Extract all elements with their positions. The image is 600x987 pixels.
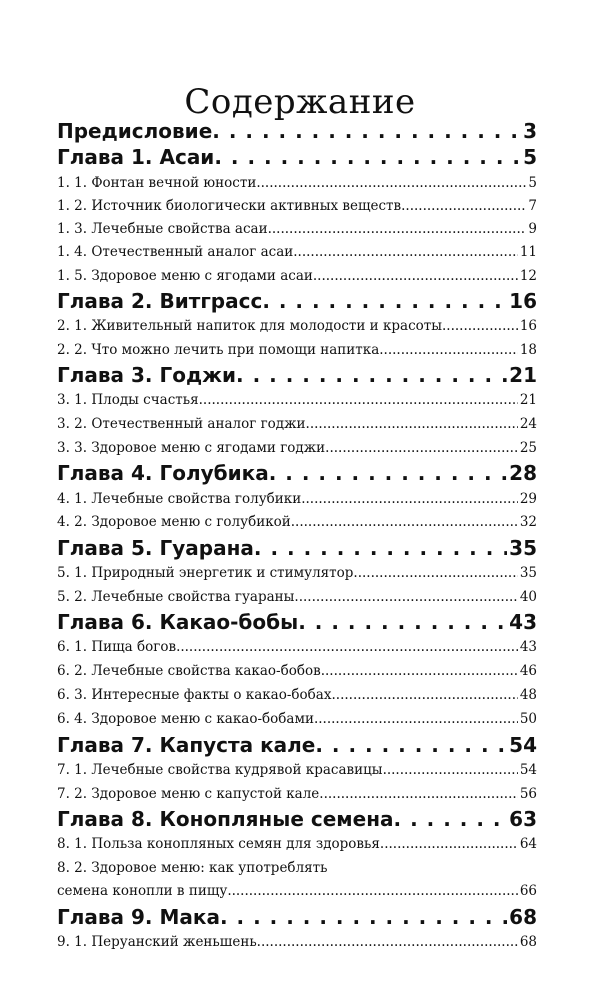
toc-chapter-2[interactable] [57, 288, 537, 314]
toc-section-8-2[interactable] [57, 880, 537, 902]
dot-leader [306, 413, 518, 435]
dot-leader [401, 195, 526, 217]
page-number: 50 [519, 711, 537, 727]
toc-section-5-2[interactable] [57, 586, 537, 608]
page-number: 66 [519, 883, 537, 899]
dot-leader [319, 783, 518, 805]
entry-label: Глава 8. Конопляные семена [57, 807, 394, 831]
entry-label: Глава 6. Какао-бобы [57, 610, 299, 634]
dot-leader [394, 806, 508, 832]
toc-section-1-2[interactable] [57, 195, 537, 217]
entry-label: Глава 2. Витграсс [57, 289, 263, 313]
entry-label: 8. 1. Польза конопляных семян для здоровья [57, 836, 380, 852]
entry-label: 6. 3. Интересные факты о какао-бобах [57, 687, 332, 703]
toc-section-1-3[interactable] [57, 218, 537, 240]
dot-leader [176, 636, 518, 658]
page-number: 43 [509, 610, 537, 634]
page-number: 7 [528, 198, 537, 214]
page-number: 35 [519, 565, 537, 581]
dot-leader [383, 759, 518, 781]
entry-label: 6. 1. Пища богов [57, 639, 177, 655]
entry-label: 3. 1. Плоды счастья [57, 392, 199, 408]
page-number: 29 [519, 491, 537, 507]
entry-label: Глава 3. Годжи [57, 363, 237, 387]
entry-label: Глава 9. Мака [57, 905, 220, 929]
dot-leader [293, 241, 518, 263]
dot-leader [442, 315, 518, 337]
page-number: 9 [528, 221, 537, 237]
toc-section-7-1[interactable] [57, 759, 537, 781]
dot-leader [314, 708, 518, 730]
toc-section-8-1[interactable] [57, 833, 537, 855]
page-number: 28 [509, 461, 537, 485]
dot-leader [269, 460, 507, 486]
dot-leader [301, 488, 518, 510]
entry-label: 4. 2. Здоровое меню с голубикой [57, 514, 291, 530]
page-number: 46 [519, 663, 537, 679]
entry-label: 1. 4. Отечественный аналог асаи [57, 244, 294, 260]
page-number: 32 [519, 514, 537, 530]
dot-leader [313, 265, 518, 287]
entry-label: 6. 4. Здоровое меню с какао-бобами [57, 711, 314, 727]
entry-label: Глава 5. Гуарана [57, 536, 254, 560]
entry-label: Глава 1. Асаи [57, 145, 215, 169]
page-number: 68 [519, 934, 537, 950]
dot-leader [379, 339, 518, 361]
entry-label: 1. 2. Источник биологически активных веществ [57, 198, 402, 214]
dot-leader [212, 118, 521, 144]
toc-section-1-5[interactable] [57, 265, 537, 287]
page-number: 5 [523, 145, 537, 169]
toc-section-4-2[interactable] [57, 511, 537, 533]
dot-leader [256, 172, 526, 194]
page-number: 21 [509, 363, 537, 387]
dot-leader [268, 218, 527, 240]
toc-section-1-1[interactable] [57, 172, 537, 194]
toc-chapter-5[interactable] [57, 535, 537, 561]
page-number: 68 [509, 905, 537, 929]
toc-chapter-3[interactable] [57, 362, 537, 388]
entry-label: Предисловие [57, 119, 213, 143]
entry-label: 6. 2. Лечебные свойства какао-бобов [57, 663, 321, 679]
dot-leader [331, 684, 517, 706]
toc-section-1-4[interactable] [57, 241, 537, 263]
page-number: 48 [519, 687, 537, 703]
toc-section-2-1[interactable] [57, 315, 537, 337]
entry-label: 3. 3. Здоровое меню с ягодами годжи [57, 440, 326, 456]
page-number: 18 [519, 342, 537, 358]
page-number: 16 [509, 289, 537, 313]
dot-leader [199, 389, 518, 411]
page-number: 24 [519, 416, 537, 432]
toc-chapter-9[interactable] [57, 904, 537, 930]
toc-chapter-8[interactable] [57, 806, 537, 832]
page-number: 35 [509, 536, 537, 560]
toc-section-8-2-line1[interactable]: 8. 2. Здоровое меню: как употреблять [57, 860, 328, 876]
toc-section-6-3[interactable] [57, 684, 537, 706]
toc-section-2-2[interactable] [57, 339, 537, 361]
toc-section-3-3[interactable] [57, 437, 537, 459]
entry-label: 1. 3. Лечебные свойства асаи [57, 221, 268, 237]
page-number: 16 [519, 318, 537, 334]
entry-label: 4. 1. Лечебные свойства голубики [57, 491, 302, 507]
toc-section-4-1[interactable] [57, 488, 537, 510]
entry-label: 5. 2. Лечебные свойства гуараны [57, 589, 295, 605]
entry-label: 5. 1. Природный энергетик и стимулятор [57, 565, 354, 581]
page-number: 56 [519, 786, 537, 802]
page-number: 64 [519, 836, 537, 852]
page-number: 5 [528, 175, 537, 191]
dot-leader [257, 931, 518, 953]
page-number: 12 [519, 268, 537, 284]
dot-leader [294, 586, 517, 608]
toc-section-6-1[interactable] [57, 636, 537, 658]
page-number: 63 [509, 807, 537, 831]
entry-label: 7. 2. Здоровое меню с капустой кале [57, 786, 320, 802]
dot-leader [315, 732, 507, 758]
page-number: 54 [519, 762, 537, 778]
toc-chapter-6[interactable] [57, 609, 537, 635]
dot-leader [220, 904, 507, 930]
dot-leader [214, 144, 521, 170]
entry-label: 2. 2. Что можно лечить при помощи напитка [57, 342, 380, 358]
toc-chapter-7[interactable] [57, 732, 537, 758]
page-number: 11 [519, 244, 537, 260]
toc-section-9-1[interactable] [57, 931, 537, 953]
toc-section-3-2[interactable] [57, 413, 537, 435]
dot-leader [262, 288, 507, 314]
entry-label: 1. 1. Фонтан вечной юности [57, 175, 257, 191]
toc-section-3-1[interactable] [57, 389, 537, 411]
toc-section-5-1[interactable] [57, 562, 537, 584]
page-number: 43 [519, 639, 537, 655]
dot-leader [325, 437, 518, 459]
entry-label: 7. 1. Лечебные свойства кудрявой красавицы [57, 762, 383, 778]
entry-label: Глава 7. Капуста кале [57, 733, 316, 757]
entry-label: 2. 1. Живительный напиток для молодости и красоты [57, 318, 442, 334]
page-number: 25 [519, 440, 537, 456]
toc-chapter-4[interactable] [57, 460, 537, 486]
dot-leader [353, 562, 517, 584]
page-title: Содержание [184, 82, 416, 122]
page-number: 54 [509, 733, 537, 757]
dot-leader [298, 609, 507, 635]
entry-label: 1. 5. Здоровое меню с ягодами асаи [57, 268, 313, 284]
toc-section-6-4[interactable] [57, 708, 537, 730]
toc-chapter-1[interactable] [57, 144, 537, 170]
page-number: 40 [519, 589, 537, 605]
dot-leader [380, 833, 518, 855]
toc-section-6-2[interactable] [57, 660, 537, 682]
dot-leader [321, 660, 518, 682]
toc-preface[interactable] [57, 118, 537, 144]
dot-leader [291, 511, 518, 533]
entry-label: семена конопли в пищу [57, 883, 228, 899]
toc-section-7-2[interactable] [57, 783, 537, 805]
page-number: 21 [519, 392, 537, 408]
entry-label: 3. 2. Отечественный аналог годжи [57, 416, 306, 432]
dot-leader [254, 535, 507, 561]
dot-leader [236, 362, 507, 388]
page-number: 3 [523, 119, 537, 143]
dot-leader [227, 880, 518, 902]
entry-label: Глава 4. Голубика [57, 461, 269, 485]
entry-label: 9. 1. Перуанский женьшень [57, 934, 257, 950]
